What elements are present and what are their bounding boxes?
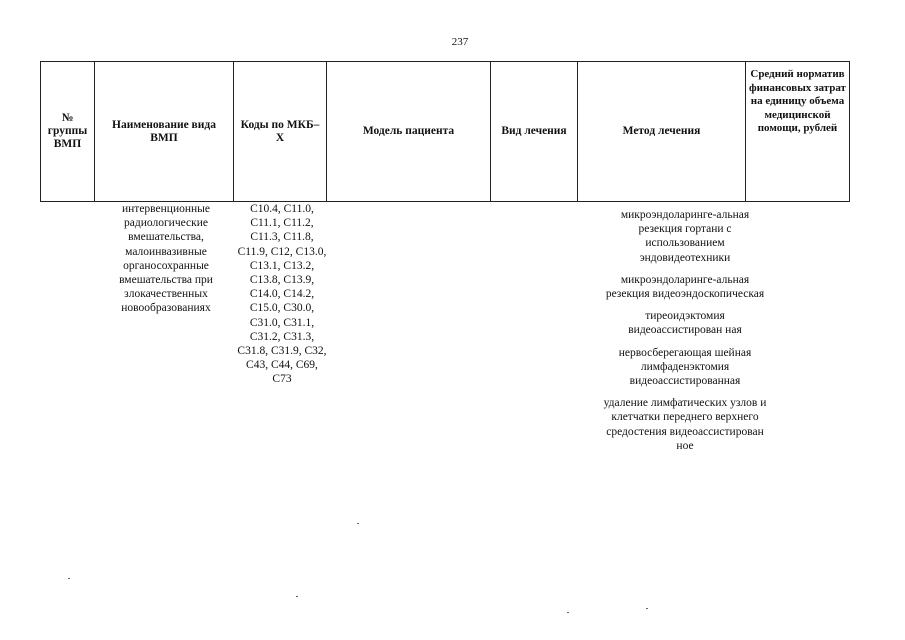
scan-speck xyxy=(296,596,298,597)
header-treatment-type: Вид лечения xyxy=(491,62,578,202)
cell-treatment-methods xyxy=(600,208,770,461)
cell-icd-codes: С10.4, С11.0, С11.1, С11.2, С11.3, С11.8, С11.9, С12, С13.0, С13.1, С13.2, С13.8, С13.9, С14.0, С14.2, С15.0, С30.0, С31.0, С31.1, С31.2, С31.3, С31.8, С31.9, С32, С43, С44, С69, С73 xyxy=(237,203,327,386)
table-header xyxy=(40,61,850,202)
treatment-method-item: микроэндоларинге-альная резекция видеоэндоскопическая xyxy=(605,273,765,301)
page-number: 237 xyxy=(451,36,469,48)
treatment-method-item: микроэндоларинге-альная резекция гортани с использованием эндовидеотехники xyxy=(620,209,750,264)
treatment-method-item: тиреоидэктомия видеоассистирован ная xyxy=(628,310,742,337)
header-vmp-name: Наименование вида ВМП xyxy=(95,62,234,202)
header-average-cost: Средний норматив финансовых затрат на единицу объема медицинской помощи, рублей xyxy=(746,62,850,202)
header-patient-model: Модель пациента xyxy=(327,62,491,202)
scan-speck xyxy=(646,608,648,609)
treatment-method-item: удаление лимфатических узлов и клетчатки переднего верхнего средостения видеоассистирован ное xyxy=(603,397,767,452)
cell-vmp-name: интервенционные радиологические вмешательства, малоинвазивные органосохранные вмешательства при злокачественных новообразованиях xyxy=(119,203,213,315)
header-icd-codes: Коды по МКБ–Х xyxy=(234,62,327,202)
treatment-method-item: нервосберегающая шейная лимфаденэктомия видеоассистированная xyxy=(618,346,752,388)
header-treatment-method: Метод лечения xyxy=(578,62,746,202)
header-group-number: № группы ВМП xyxy=(41,62,95,202)
scan-speck xyxy=(68,578,70,579)
scan-speck xyxy=(567,612,569,613)
scan-speck xyxy=(357,523,359,524)
